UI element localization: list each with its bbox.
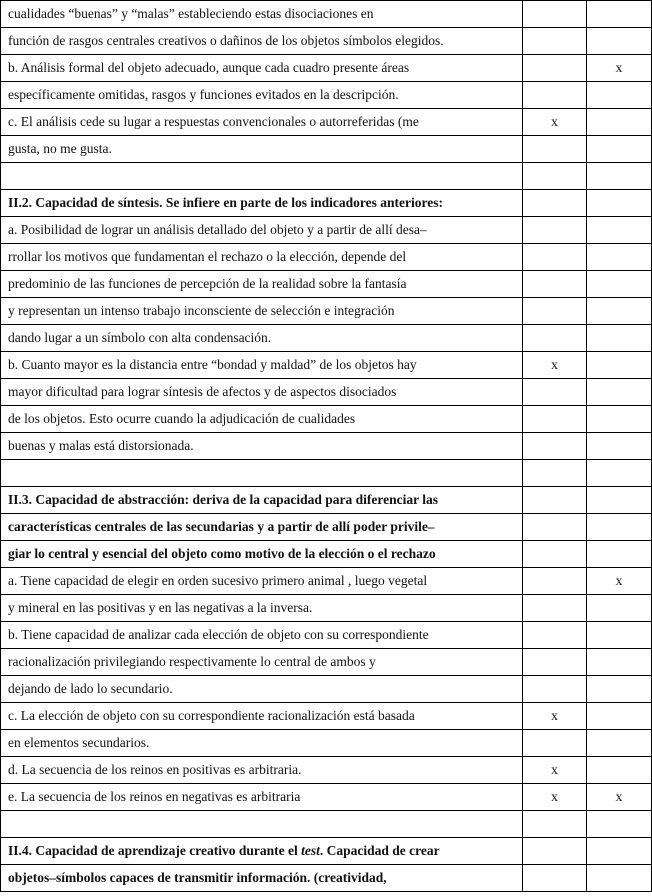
mark-cell-second: [587, 730, 652, 757]
mark-cell-second: [587, 595, 652, 622]
mark-cell-first: [523, 244, 587, 271]
criterion-text-cell: función de rasgos centrales creativos o dañinos de los objetos símbolos elegidos.: [1, 28, 523, 55]
mark-cell-first: [523, 82, 587, 109]
mark-cell-second: x: [587, 55, 652, 82]
mark-cell-second: [587, 271, 652, 298]
table-row: [1, 595, 652, 622]
mark-cell-first: [523, 298, 587, 325]
table-row: [1, 271, 652, 298]
section-heading-cell: características centrales de las secundarias y a partir de allí poder privile–: [1, 514, 523, 541]
mark-cell-first: x: [523, 757, 587, 784]
mark-cell-second: [587, 325, 652, 352]
mark-cell-second: [587, 433, 652, 460]
mark-cell-second: [587, 1, 652, 28]
criterion-text-cell: dejando de lado lo secundario.: [1, 676, 523, 703]
mark-cell-first: [523, 163, 587, 190]
mark-cell-first: [523, 406, 587, 433]
criterion-text-cell: b. Cuanto mayor es la distancia entre “bondad y maldad” de los objetos hay: [1, 352, 523, 379]
mark-cell-first: [523, 433, 587, 460]
mark-cell-first: [523, 325, 587, 352]
mark-cell-first: x: [523, 109, 587, 136]
mark-cell-first: [523, 217, 587, 244]
section-heading-cell: II.4. Capacidad de aprendizaje creativo durante el test. Capacidad de crear: [1, 838, 523, 865]
table-row: [1, 703, 652, 730]
section-heading-cell: giar lo central y esencial del objeto como motivo de la elección o el rechazo: [1, 541, 523, 568]
table-row: [1, 757, 652, 784]
table-row: [1, 298, 652, 325]
table-row: [1, 379, 652, 406]
table-row: [1, 514, 652, 541]
mark-cell-second: [587, 406, 652, 433]
mark-cell-first: [523, 649, 587, 676]
criterion-text-cell: de los objetos. Esto ocurre cuando la adjudicación de cualidades: [1, 406, 523, 433]
criterion-text-cell: específicamente omitidas, rasgos y funciones evitados en la descripción.: [1, 82, 523, 109]
criterion-text-cell: en elementos secundarios.: [1, 730, 523, 757]
mark-cell-second: [587, 217, 652, 244]
table-row: [1, 865, 652, 892]
table-row: [1, 244, 652, 271]
mark-cell-second: [587, 514, 652, 541]
criterion-text-cell: y representan un intenso trabajo inconsciente de selección e integración: [1, 298, 523, 325]
mark-cell-first: [523, 568, 587, 595]
table-row: [1, 325, 652, 352]
mark-cell-second: [587, 676, 652, 703]
mark-cell-second: [587, 541, 652, 568]
mark-cell-second: [587, 757, 652, 784]
criterion-text-cell: c. La elección de objeto con su correspondiente racionalización está basada: [1, 703, 523, 730]
criterion-text-cell: gusta, no me gusta.: [1, 136, 523, 163]
section-heading-cell: II.2. Capacidad de síntesis. Se infiere en parte de los indicadores anteriores:: [1, 190, 523, 217]
criterion-text-cell: c. El análisis cede su lugar a respuestas convencionales o autorreferidas (me: [1, 109, 523, 136]
section-heading-cell: objetos–símbolos capaces de transmitir información. (creatividad,: [1, 865, 523, 892]
mark-cell-second: [587, 163, 652, 190]
criterion-text-cell: cualidades “buenas” y “malas” estableciendo estas disociaciones en: [1, 1, 523, 28]
table-row: [1, 487, 652, 514]
mark-cell-second: [587, 244, 652, 271]
evaluation-table-body: [1, 1, 652, 892]
mark-cell-first: x: [523, 784, 587, 811]
table-row: [1, 163, 652, 190]
table-row: [1, 1, 652, 28]
table-row: [1, 433, 652, 460]
table-row: [1, 217, 652, 244]
table-row: [1, 406, 652, 433]
criterion-text-cell: b. Tiene capacidad de analizar cada elección de objeto con su correspondiente: [1, 622, 523, 649]
table-row: [1, 541, 652, 568]
mark-cell-first: [523, 487, 587, 514]
criterion-text-cell: dando lugar a un símbolo con alta condensación.: [1, 325, 523, 352]
mark-cell-second: [587, 190, 652, 217]
mark-cell-first: [523, 838, 587, 865]
mark-cell-second: [587, 460, 652, 487]
table-row: [1, 136, 652, 163]
mark-cell-first: [523, 55, 587, 82]
mark-cell-second: [587, 838, 652, 865]
mark-cell-first: x: [523, 703, 587, 730]
mark-cell-second: [587, 865, 652, 892]
table-row: [1, 55, 652, 82]
table-row: [1, 784, 652, 811]
criterion-text-cell: predominio de las funciones de percepción de la realidad sobre la fantasía: [1, 271, 523, 298]
table-row: [1, 190, 652, 217]
criterion-text-cell: d. La secuencia de los reinos en positivas es arbitraria.: [1, 757, 523, 784]
mark-cell-second: [587, 703, 652, 730]
mark-cell-first: [523, 136, 587, 163]
mark-cell-first: [523, 811, 587, 838]
mark-cell-first: [523, 865, 587, 892]
italic-term: test: [301, 843, 320, 858]
criterion-text-cell: y mineral en las positivas y en las negativas a la inversa.: [1, 595, 523, 622]
criterion-text-cell: a. Posibilidad de lograr un análisis detallado del objeto y a partir de allí desa–: [1, 217, 523, 244]
criterion-text-cell: racionalización privilegiando respectivamente lo central de ambos y: [1, 649, 523, 676]
mark-cell-first: [523, 379, 587, 406]
mark-cell-first: [523, 190, 587, 217]
table-row: [1, 649, 652, 676]
table-row: [1, 460, 652, 487]
criterion-text-cell: b. Análisis formal del objeto adecuado, aunque cada cuadro presente áreas: [1, 55, 523, 82]
mark-cell-second: x: [587, 568, 652, 595]
mark-cell-first: [523, 1, 587, 28]
mark-cell-first: [523, 28, 587, 55]
table-row: [1, 811, 652, 838]
mark-cell-second: [587, 622, 652, 649]
mark-cell-second: [587, 487, 652, 514]
criterion-text-cell: mayor dificultad para lograr síntesis de afectos y de aspectos disociados: [1, 379, 523, 406]
mark-cell-second: [587, 109, 652, 136]
criterion-text-cell: [1, 163, 523, 190]
table-row: [1, 568, 652, 595]
mark-cell-first: [523, 676, 587, 703]
table-row: [1, 838, 652, 865]
mark-cell-second: [587, 28, 652, 55]
mark-cell-second: [587, 298, 652, 325]
table-row: [1, 730, 652, 757]
criterion-text-cell: [1, 811, 523, 838]
mark-cell-first: [523, 271, 587, 298]
criterion-text-cell: rrollar los motivos que fundamentan el rechazo o la elección, depende del: [1, 244, 523, 271]
table-row: [1, 352, 652, 379]
table-row: [1, 622, 652, 649]
mark-cell-first: [523, 595, 587, 622]
mark-cell-first: [523, 514, 587, 541]
table-row: [1, 109, 652, 136]
criterion-text-cell: [1, 460, 523, 487]
mark-cell-first: x: [523, 352, 587, 379]
table-row: [1, 28, 652, 55]
criterion-text-cell: buenas y malas está distorsionada.: [1, 433, 523, 460]
mark-cell-second: [587, 379, 652, 406]
mark-cell-second: [587, 352, 652, 379]
mark-cell-second: [587, 82, 652, 109]
table-row: [1, 676, 652, 703]
mark-cell-second: [587, 136, 652, 163]
mark-cell-first: [523, 541, 587, 568]
criterion-text-cell: a. Tiene capacidad de elegir en orden sucesivo primero animal , luego vegetal: [1, 568, 523, 595]
section-heading-cell: II.3. Capacidad de abstracción: deriva de la capacidad para diferenciar las: [1, 487, 523, 514]
mark-cell-second: [587, 649, 652, 676]
mark-cell-second: [587, 811, 652, 838]
criterion-text-cell: e. La secuencia de los reinos en negativas es arbitraria: [1, 784, 523, 811]
mark-cell-second: x: [587, 784, 652, 811]
mark-cell-first: [523, 730, 587, 757]
mark-cell-first: [523, 460, 587, 487]
table-row: [1, 82, 652, 109]
mark-cell-first: [523, 622, 587, 649]
